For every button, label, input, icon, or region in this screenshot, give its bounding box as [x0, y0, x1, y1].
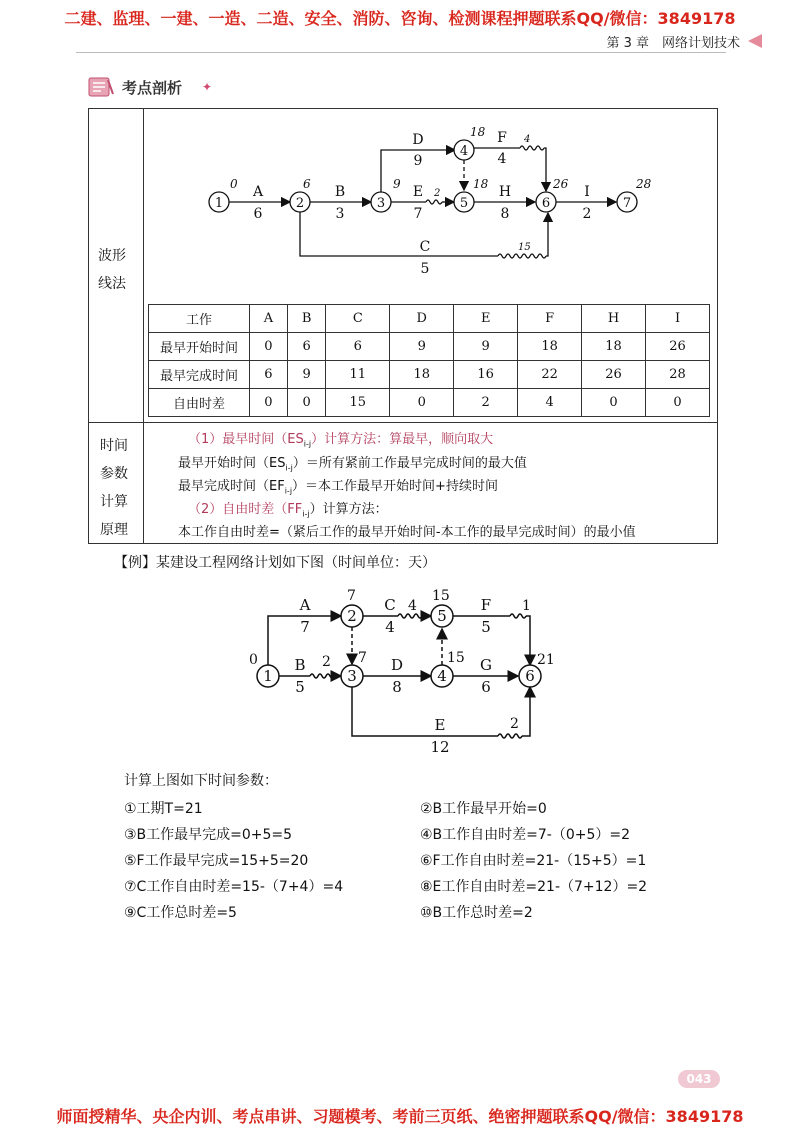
table-row: [149, 361, 710, 389]
wave-label: 4: [524, 134, 531, 145]
principle-label: 时间参数计算原理: [100, 438, 128, 538]
page-number: 043: [678, 1070, 720, 1088]
table-cell: 28: [646, 361, 710, 389]
activity-name: E: [412, 184, 424, 200]
activity-name: B: [294, 656, 306, 674]
activity-duration: 12: [430, 738, 450, 756]
wave-label: 2: [322, 654, 331, 670]
calc-item: ④B工作自由时差=7-（0+5）=2: [420, 827, 631, 843]
node-time: 7: [358, 650, 367, 666]
calc-item: ①工期T=21: [124, 801, 203, 817]
activity-name: C: [384, 596, 396, 614]
table-cell: 26: [582, 361, 646, 389]
table-header-cell: H: [582, 305, 646, 333]
wave-label: 15: [518, 242, 531, 253]
net2-node-label: 3: [347, 667, 357, 685]
calc-item: ⑤F工作最早完成=15+5=20: [124, 853, 309, 869]
table-header-cell: D: [390, 305, 454, 333]
wave-label: 2: [434, 188, 441, 199]
activity-name: A: [299, 596, 311, 614]
activity-duration: 5: [481, 618, 491, 636]
table-cell: 18: [390, 361, 454, 389]
table-row-label: 最早开始时间: [149, 333, 250, 361]
wave-method-label: 波形线法: [98, 248, 126, 292]
calc-item: ⑦C工作自由时差=15-（7+4）=4: [124, 879, 344, 895]
net1-node-label: 7: [622, 196, 632, 211]
principle-line-1: （1）最早时间$(ES_{i-j})$计算方法：算最早，顺向取大: [188, 432, 494, 449]
box-divider-horizontal: [88, 422, 718, 423]
calc-item: ③B工作最早完成=0+5=5: [124, 827, 293, 843]
activity-duration: 5: [295, 678, 305, 696]
table-cell: 15: [326, 389, 390, 417]
table-header-cell: B: [287, 305, 325, 333]
activity-duration: 6: [481, 678, 491, 696]
activity-duration: 5: [420, 261, 430, 277]
table-header-cell: C: [326, 305, 390, 333]
calc-item: ②B工作最早开始=0: [420, 801, 547, 817]
table-cell: 4: [518, 389, 582, 417]
activity-name: D: [390, 656, 404, 674]
net2-node-label: 5: [437, 607, 447, 625]
table-cell: 9: [287, 361, 325, 389]
table-header-cell: I: [646, 305, 710, 333]
activity-name: G: [480, 656, 492, 674]
table-cell: 0: [390, 389, 454, 417]
net2-node-label: 6: [525, 667, 535, 685]
es-label: 26: [553, 177, 569, 191]
example-title: 【例】某建设工程网络计划如下图（时间单位：天）: [114, 555, 436, 571]
principle-line-4: （2）自由时差$(FF_{i-j})$计算方法：: [188, 502, 388, 519]
table-cell: 0: [287, 389, 325, 417]
table-row-label: 自由时差: [149, 389, 250, 417]
table-cell: 9: [454, 333, 518, 361]
table-row: [149, 333, 710, 361]
network-diagram-2: [0, 580, 800, 760]
time-parameter-table: [148, 304, 710, 417]
activity-duration: 7: [413, 206, 423, 222]
table-cell: 2: [454, 389, 518, 417]
table-cell: 22: [518, 361, 582, 389]
activity-duration: 7: [300, 618, 310, 636]
calc-item: ⑧E工作自由时差=21-（7+12）=2: [420, 879, 648, 895]
network-diagram-1: [0, 0, 800, 300]
net1-node-label: 6: [541, 196, 551, 211]
es-label: 18: [470, 125, 486, 139]
table-cell: 6: [287, 333, 325, 361]
activity-name: D: [412, 132, 424, 148]
calc-item: ⑨C工作总时差=5: [124, 905, 237, 921]
wave-label: 4: [408, 598, 417, 614]
calc-intro: 计算上图如下时间参数：: [124, 773, 278, 789]
net2-node-label: 1: [263, 667, 273, 685]
activity-duration: 3: [335, 206, 345, 222]
table-cell: 6: [250, 361, 288, 389]
top-banner: 二建、监理、一建、一造、二造、安全、消防、咨询、检测课程押题联系QQ/微信：3849178: [64, 9, 736, 28]
activity-duration: 8: [500, 206, 510, 222]
es-label: 18: [473, 177, 489, 191]
activity-name: C: [419, 239, 431, 255]
table-cell: 9: [390, 333, 454, 361]
activity-duration: 6: [253, 206, 263, 222]
activity-name: F: [480, 596, 492, 614]
table-header-cell: E: [454, 305, 518, 333]
table-header-row: [149, 305, 710, 333]
table-header-cell: A: [250, 305, 288, 333]
wave-label: 2: [510, 716, 519, 732]
table-row-label: 最早完成时间: [149, 361, 250, 389]
net2-node-label: 2: [347, 607, 357, 625]
principle-line-5: 本工作自由时差=（紧后工作的最早开始时间-本工作的最早完成时间）的最小值: [178, 525, 636, 540]
table-cell: 0: [250, 333, 288, 361]
activity-duration: 9: [413, 153, 423, 169]
activity-name: A: [252, 184, 264, 200]
table-cell: 0: [250, 389, 288, 417]
calc-item: ⑥F工作自由时差=21-（15+5）=1: [420, 853, 647, 869]
es-label: 0: [230, 177, 238, 191]
table-cell: 6: [326, 333, 390, 361]
activity-name: H: [498, 184, 512, 200]
es-label: 9: [393, 177, 401, 191]
principle-line-3: 最早完成时间$(EF_{i-j})=$本工作最早开始时间+持续时间: [178, 479, 498, 496]
net1-node-label: 2: [295, 196, 305, 211]
net1-node-label: 1: [214, 196, 224, 211]
section-title: 考点剖析: [122, 79, 183, 97]
activity-name: I: [584, 184, 590, 200]
table-cell: 0: [582, 389, 646, 417]
activity-duration: 4: [385, 618, 395, 636]
wave-label: 1: [522, 598, 531, 614]
net1-node-label: 4: [459, 144, 469, 159]
table-header-cell: F: [518, 305, 582, 333]
node-time: 15: [447, 650, 465, 666]
es-label: 28: [636, 177, 652, 191]
table-cell: 18: [518, 333, 582, 361]
activity-duration: 8: [392, 678, 402, 696]
activity-duration: 2: [582, 206, 592, 222]
node-time: 0: [249, 652, 258, 668]
node-time: 7: [347, 588, 356, 604]
bottom-banner: 师面授精华、央企内训、考点串讲、习题模考、考前三页纸、绝密押题联系QQ/微信：3849178: [56, 1107, 744, 1126]
calc-item: ⑩B工作总时差=2: [420, 905, 533, 921]
net1-node-label: 5: [459, 196, 469, 211]
node-time: 21: [537, 652, 555, 668]
activity-name: B: [334, 184, 346, 200]
table-cell: 18: [582, 333, 646, 361]
chapter-title: 第 3 章 网络计划技术: [606, 36, 740, 51]
table-cell: 26: [646, 333, 710, 361]
net1-node-label: 3: [376, 196, 386, 211]
es-label: 6: [303, 177, 311, 191]
table-row: [149, 389, 710, 417]
principle-line-2: 最早开始时间$(ES_{i-j})=$所有紧前工作最早完成时间的最大值: [178, 456, 527, 473]
net2-node-label: 4: [437, 667, 447, 685]
activity-name: F: [497, 130, 507, 146]
table-cell: 16: [454, 361, 518, 389]
node-time: 15: [432, 588, 450, 604]
activity-name: E: [434, 716, 446, 734]
table-cell: 0: [646, 389, 710, 417]
table-cell: 11: [326, 361, 390, 389]
activity-duration: 4: [497, 151, 507, 167]
table-header-cell: 工作: [149, 305, 250, 333]
star-icon: ✦: [202, 80, 213, 94]
